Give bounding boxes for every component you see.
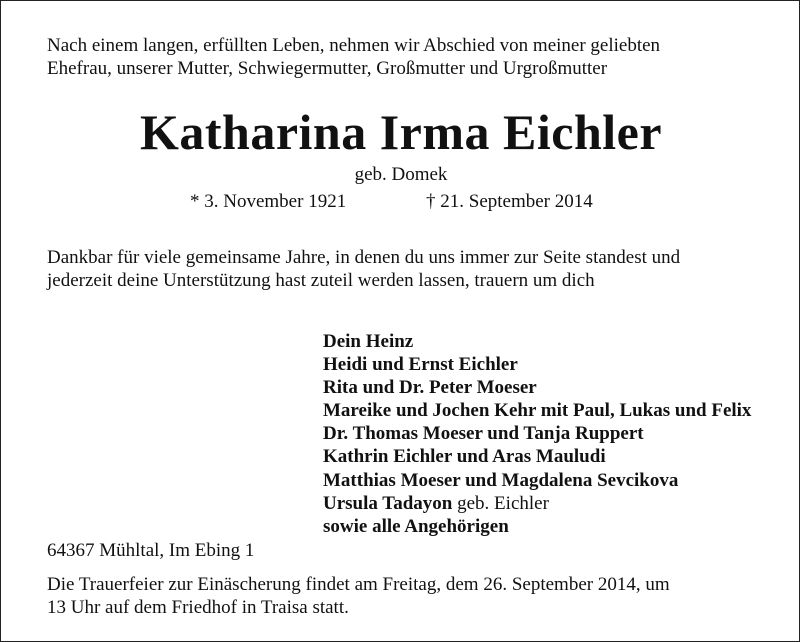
mourner: sowie alle Angehörigen xyxy=(323,515,509,537)
mourner-with-note xyxy=(323,492,751,515)
mourner: Kathrin Eichler und Aras Mauludi xyxy=(323,446,606,468)
death-date: † 21. September 2014 xyxy=(426,191,593,212)
mourners-list xyxy=(323,330,751,538)
mourner: Dein Heinz xyxy=(323,331,414,352)
mourner: Matthias Moeser und Magdalena Sevcikova xyxy=(323,469,679,491)
mourner: Mareike und Jochen Kehr mit Paul, Lukas und Felix xyxy=(323,400,752,422)
mourner: Heidi und Ernst Eichler xyxy=(323,354,518,376)
funeral-text xyxy=(47,573,757,619)
birth-date: * 3. November 1921 xyxy=(190,191,347,212)
gratitude-text xyxy=(47,246,757,292)
mourner: Ursula Tadayon xyxy=(323,492,453,514)
intro-line: Nach einem langen, erfüllten Leben, nehmen wir Abschied von meiner geliebten xyxy=(47,35,661,56)
mourner-note: geb. Eichler xyxy=(457,492,549,514)
mourner: Rita und Dr. Peter Moeser xyxy=(323,377,537,399)
funeral-line: Die Trauerfeier zur Einäscherung findet am Freitag, dem 26. September 2014, um xyxy=(47,574,670,595)
intro-line: Ehefrau, unserer Mutter, Schwiegermutter, Großmutter und Urgroßmutter xyxy=(47,58,608,79)
birth-name: geb. Domek xyxy=(354,164,448,185)
gratitude-line: jederzeit deine Unterstützung hast zuteil werden lassen, trauern um dich xyxy=(47,270,595,291)
address: 64367 Mühltal, Im Ebing 1 xyxy=(47,540,255,561)
intro-text xyxy=(47,34,757,80)
mourner: Dr. Thomas Moeser und Tanja Ruppert xyxy=(323,423,644,445)
gratitude-line: Dankbar für viele gemeinsame Jahre, in denen du uns immer zur Seite standest und xyxy=(47,247,681,268)
funeral-line: 13 Uhr auf dem Friedhof in Traisa statt. xyxy=(47,597,349,618)
deceased-name: Katharina Irma Eichler xyxy=(139,104,663,160)
